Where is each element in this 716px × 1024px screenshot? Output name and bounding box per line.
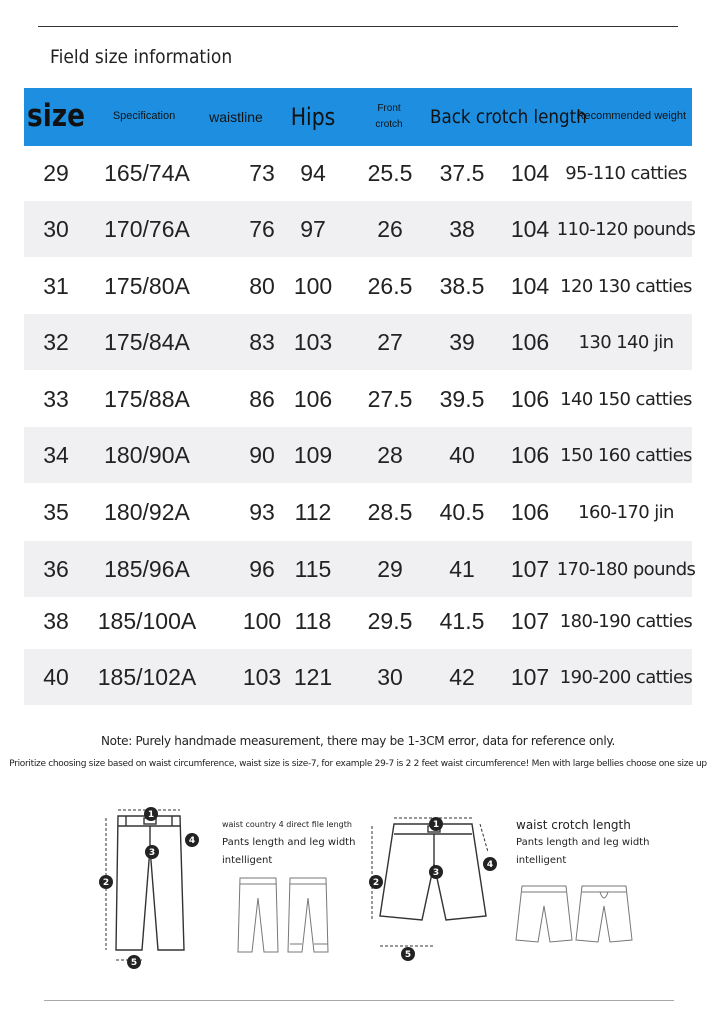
pants-marker-2: 2 — [102, 878, 110, 888]
cell-specification: 175/88A — [104, 385, 190, 412]
cell-waistline: 90 — [249, 441, 275, 468]
cell-waistline: 80 — [249, 272, 275, 299]
cell-back-crotch: 40 — [449, 441, 475, 468]
pants-thumbnails — [234, 872, 334, 958]
cell-waistline: 86 — [249, 385, 275, 412]
pants-marker-3: 3 — [148, 848, 156, 858]
header-hips: Hips — [290, 102, 336, 131]
table-row — [24, 314, 692, 370]
cell-size: 33 — [43, 385, 69, 412]
cell-back-crotch: 39.5 — [439, 385, 485, 412]
cell-recommended-weight: 190-200 catties — [559, 666, 693, 688]
cell-recommended-weight: 150 160 catties — [560, 444, 692, 466]
cell-waistline: 83 — [249, 328, 275, 355]
header-back-crotch-length: Back crotch length — [430, 105, 587, 128]
cell-size: 31 — [43, 272, 69, 299]
table-row — [24, 145, 692, 201]
table-row — [24, 649, 692, 705]
cell-recommended-weight: 140 150 catties — [560, 388, 692, 410]
cell-size: 40 — [43, 663, 69, 690]
cell-specification: 180/92A — [104, 498, 190, 525]
cell-size: 29 — [43, 159, 69, 186]
cell-recommended-weight: 95-110 catties — [565, 162, 687, 184]
cell-length: 104 — [510, 159, 550, 186]
cell-size: 32 — [43, 328, 69, 355]
cell-back-crotch: 40.5 — [439, 498, 485, 525]
table-row — [24, 258, 692, 314]
shorts-legend-1: waist crotch length — [516, 818, 631, 832]
shorts-legend — [516, 816, 649, 870]
pants-marker-4: 4 — [188, 836, 196, 846]
table-row — [24, 371, 692, 427]
cell-specification: 180/90A — [104, 441, 190, 468]
cell-length: 104 — [510, 215, 550, 242]
cell-hips: 100 — [293, 272, 333, 299]
cell-size: 38 — [43, 607, 69, 634]
cell-hips: 121 — [293, 663, 333, 690]
cell-specification: 185/96A — [104, 555, 190, 582]
cell-front-crotch: 25.5 — [367, 159, 413, 186]
note-size-advice: Prioritize choosing size based on waist circumference, waist size is size-7, for example 29-7 is 2 2 feet waist circumference! Men with large bellies choose one size up — [9, 759, 707, 769]
header-size: size — [27, 98, 85, 135]
cell-back-crotch: 41 — [449, 555, 475, 582]
shorts-marker-3: 3 — [432, 868, 440, 878]
note-measurement: Note: Purely handmade measurement, there may be 1-3CM error, data for reference only. — [100, 734, 615, 748]
cell-recommended-weight: 120 130 catties — [560, 275, 692, 297]
cell-length: 106 — [510, 328, 550, 355]
cell-recommended-weight: 110-120 pounds — [556, 218, 696, 240]
cell-length: 107 — [510, 663, 550, 690]
cell-specification: 175/80A — [104, 272, 190, 299]
header-specification: Specification — [112, 110, 176, 123]
top-divider — [38, 26, 678, 27]
shorts-thumbnails — [514, 880, 638, 950]
cell-length: 107 — [510, 555, 550, 582]
cell-hips: 106 — [293, 385, 333, 412]
table-header — [24, 88, 692, 146]
cell-front-crotch: 28 — [377, 441, 403, 468]
cell-waistline: 93 — [249, 498, 275, 525]
cell-hips: 115 — [294, 555, 332, 582]
cell-front-crotch: 29 — [377, 555, 403, 582]
cell-hips: 118 — [294, 607, 332, 634]
cell-waistline: 76 — [249, 215, 275, 242]
cell-recommended-weight: 130 140 jin — [578, 331, 674, 353]
header-front-line2: crotch — [375, 119, 403, 130]
cell-hips: 97 — [300, 215, 326, 242]
cell-length: 106 — [510, 385, 550, 412]
cell-specification: 185/102A — [97, 663, 197, 690]
shorts-marker-2: 2 — [372, 878, 380, 888]
cell-recommended-weight: 180-190 catties — [559, 610, 693, 632]
cell-length: 107 — [510, 607, 550, 634]
table-row — [24, 593, 692, 649]
pants-legend-1: waist country 4 direct file length — [222, 820, 352, 829]
table-row — [24, 427, 692, 483]
cell-size: 35 — [43, 498, 69, 525]
header-recommended-weight: Recommended weight — [576, 110, 686, 123]
cell-specification: 170/76A — [104, 215, 190, 242]
shorts-marker-1: 1 — [432, 820, 440, 830]
shorts-marker-4: 4 — [486, 860, 494, 870]
pants-marker-5: 5 — [130, 958, 138, 968]
cell-recommended-weight: 160-170 jin — [578, 501, 674, 523]
cell-waistline: 73 — [249, 159, 275, 186]
pants-marker-1: 1 — [147, 810, 155, 820]
shorts-marker-5: 5 — [404, 950, 412, 960]
cell-front-crotch: 27.5 — [367, 385, 413, 412]
cell-size: 34 — [43, 441, 69, 468]
cell-specification: 185/100A — [97, 607, 197, 634]
cell-front-crotch: 27 — [377, 328, 403, 355]
cell-front-crotch: 26 — [377, 215, 403, 242]
cell-back-crotch: 41.5 — [439, 607, 485, 634]
cell-hips: 109 — [293, 441, 333, 468]
table-row — [24, 541, 696, 597]
table-row — [24, 201, 696, 257]
pants-measurement-diagram — [96, 800, 212, 972]
bottom-divider — [44, 1000, 674, 1001]
cell-length: 106 — [510, 441, 550, 468]
cell-front-crotch: 26.5 — [367, 272, 413, 299]
cell-recommended-weight: 170-180 pounds — [556, 558, 696, 580]
shorts-legend-3: intelligent — [516, 855, 567, 866]
pants-legend-3: intelligent — [222, 855, 273, 866]
shorts-legend-2: Pants length and leg width — [516, 837, 650, 848]
pants-legend-2: Pants length and leg width — [222, 837, 356, 848]
cell-back-crotch: 38 — [449, 215, 475, 242]
cell-back-crotch: 37.5 — [439, 159, 485, 186]
cell-waistline: 96 — [249, 555, 275, 582]
cell-size: 30 — [43, 215, 69, 242]
cell-front-crotch: 28.5 — [367, 498, 413, 525]
pants-legend — [222, 816, 355, 870]
cell-length: 106 — [510, 498, 550, 525]
cell-specification: 175/84A — [104, 328, 190, 355]
cell-size: 36 — [43, 555, 69, 582]
cell-back-crotch: 38.5 — [439, 272, 485, 299]
cell-hips: 112 — [294, 498, 332, 525]
cell-waistline: 103 — [242, 663, 282, 690]
header-front-line1: Front — [377, 103, 401, 114]
cell-back-crotch: 39 — [449, 328, 475, 355]
cell-waistline: 100 — [242, 607, 282, 634]
cell-front-crotch: 29.5 — [367, 607, 413, 634]
cell-hips: 94 — [300, 159, 326, 186]
cell-length: 104 — [510, 272, 550, 299]
cell-front-crotch: 30 — [377, 663, 403, 690]
cell-back-crotch: 42 — [449, 663, 475, 690]
cell-specification: 165/74A — [104, 159, 190, 186]
page-title: Field size information — [50, 46, 233, 68]
table-row — [24, 484, 692, 540]
shorts-measurement-diagram — [364, 812, 504, 972]
cell-hips: 103 — [293, 328, 333, 355]
header-front-crotch — [364, 88, 414, 146]
header-waistline: waistline — [209, 108, 263, 125]
